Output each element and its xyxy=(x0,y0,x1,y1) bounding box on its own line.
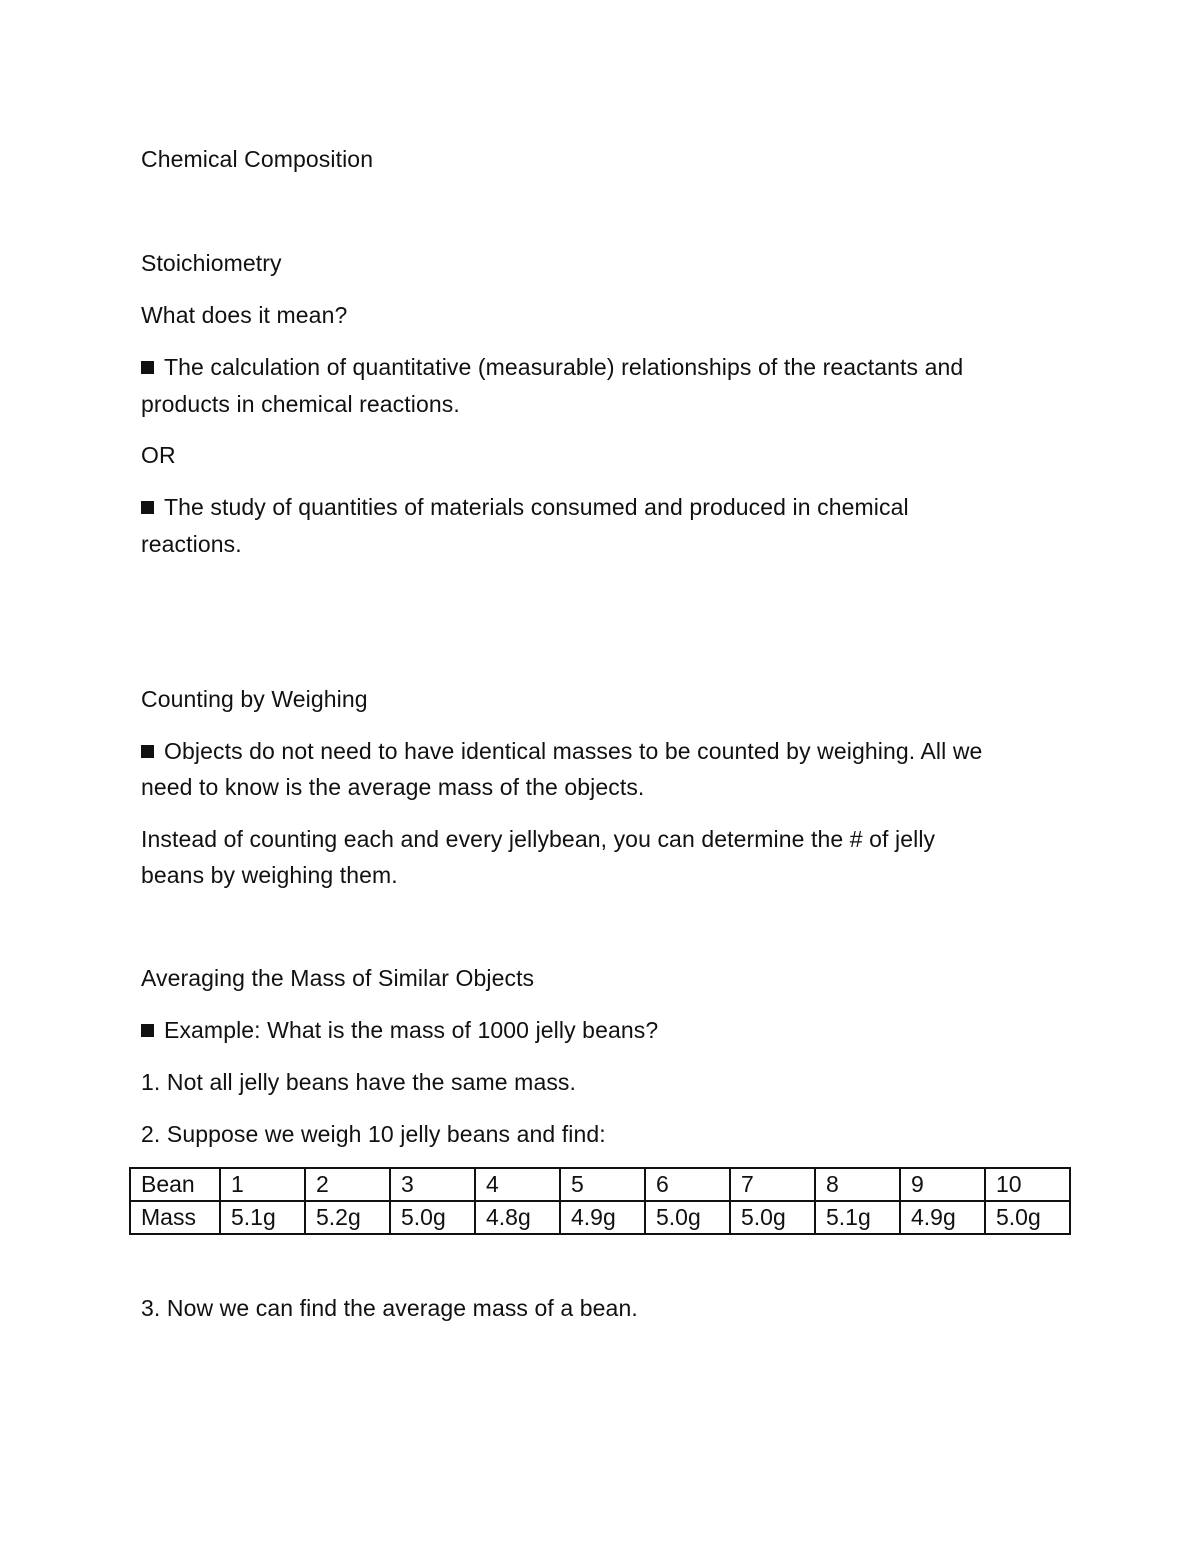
row-header-mass: Mass xyxy=(130,1201,220,1234)
table-row xyxy=(130,1168,1070,1201)
table-cell: 5.0g xyxy=(985,1201,1070,1234)
table-cell: 5.0g xyxy=(390,1201,475,1234)
stoichiometry-heading: Stoichiometry xyxy=(141,250,282,276)
example-bullet xyxy=(141,1012,658,1048)
table-row xyxy=(130,1201,1070,1234)
counting-bullet xyxy=(141,733,982,769)
table-cell: 4.9g xyxy=(560,1201,645,1234)
table-cell: 4 xyxy=(475,1168,560,1201)
definition-bullet-2-text: The study of quantities of materials consumed and produced in chemical xyxy=(164,494,909,520)
or-separator: OR xyxy=(141,442,176,468)
table-cell: 5.0g xyxy=(645,1201,730,1234)
square-bullet-icon xyxy=(141,361,154,374)
definition-bullet-1 xyxy=(141,349,963,385)
averaging-heading: Averaging the Mass of Similar Objects xyxy=(141,965,535,991)
table-cell: 5.2g xyxy=(305,1201,390,1234)
table-cell: 5.1g xyxy=(220,1201,305,1234)
table-cell: 6 xyxy=(645,1168,730,1201)
table-cell: 2 xyxy=(305,1168,390,1201)
counting-paragraph-continued: beans by weighing them. xyxy=(141,862,398,888)
definition-question: What does it mean? xyxy=(141,302,348,328)
step-3: 3. Now we can find the average mass of a bean. xyxy=(141,1295,638,1321)
definition-bullet-2 xyxy=(141,489,909,525)
counting-heading: Counting by Weighing xyxy=(141,686,368,712)
definition-bullet-1-text: The calculation of quantitative (measurable) relationships of the reactants and xyxy=(164,354,964,380)
square-bullet-icon xyxy=(141,1024,154,1037)
bean-mass-table xyxy=(129,1167,1071,1235)
table-cell: 7 xyxy=(730,1168,815,1201)
definition-bullet-1-continued: products in chemical reactions. xyxy=(141,391,460,417)
table-cell: 5.0g xyxy=(730,1201,815,1234)
table-cell: 9 xyxy=(900,1168,985,1201)
table-cell: 5 xyxy=(560,1168,645,1201)
counting-paragraph: Instead of counting each and every jellybean, you can determine the # of jelly xyxy=(141,826,936,852)
table-cell: 4.9g xyxy=(900,1201,985,1234)
square-bullet-icon xyxy=(141,745,154,758)
row-header-bean: Bean xyxy=(130,1168,220,1201)
counting-bullet-continued: need to know is the average mass of the objects. xyxy=(141,774,645,800)
document-title: Chemical Composition xyxy=(141,146,374,172)
example-bullet-text: Example: What is the mass of 1000 jelly beans? xyxy=(164,1017,659,1043)
counting-bullet-text: Objects do not need to have identical masses to be counted by weighing. All we xyxy=(164,738,983,764)
table-cell: 4.8g xyxy=(475,1201,560,1234)
step-1: 1. Not all jelly beans have the same mass. xyxy=(141,1069,577,1095)
table-cell: 8 xyxy=(815,1168,900,1201)
table-cell: 10 xyxy=(985,1168,1070,1201)
definition-bullet-2-continued: reactions. xyxy=(141,531,242,557)
table-cell: 1 xyxy=(220,1168,305,1201)
step-2: 2. Suppose we weigh 10 jelly beans and find: xyxy=(141,1121,606,1147)
table-cell: 3 xyxy=(390,1168,475,1201)
square-bullet-icon xyxy=(141,501,154,514)
table-cell: 5.1g xyxy=(815,1201,900,1234)
